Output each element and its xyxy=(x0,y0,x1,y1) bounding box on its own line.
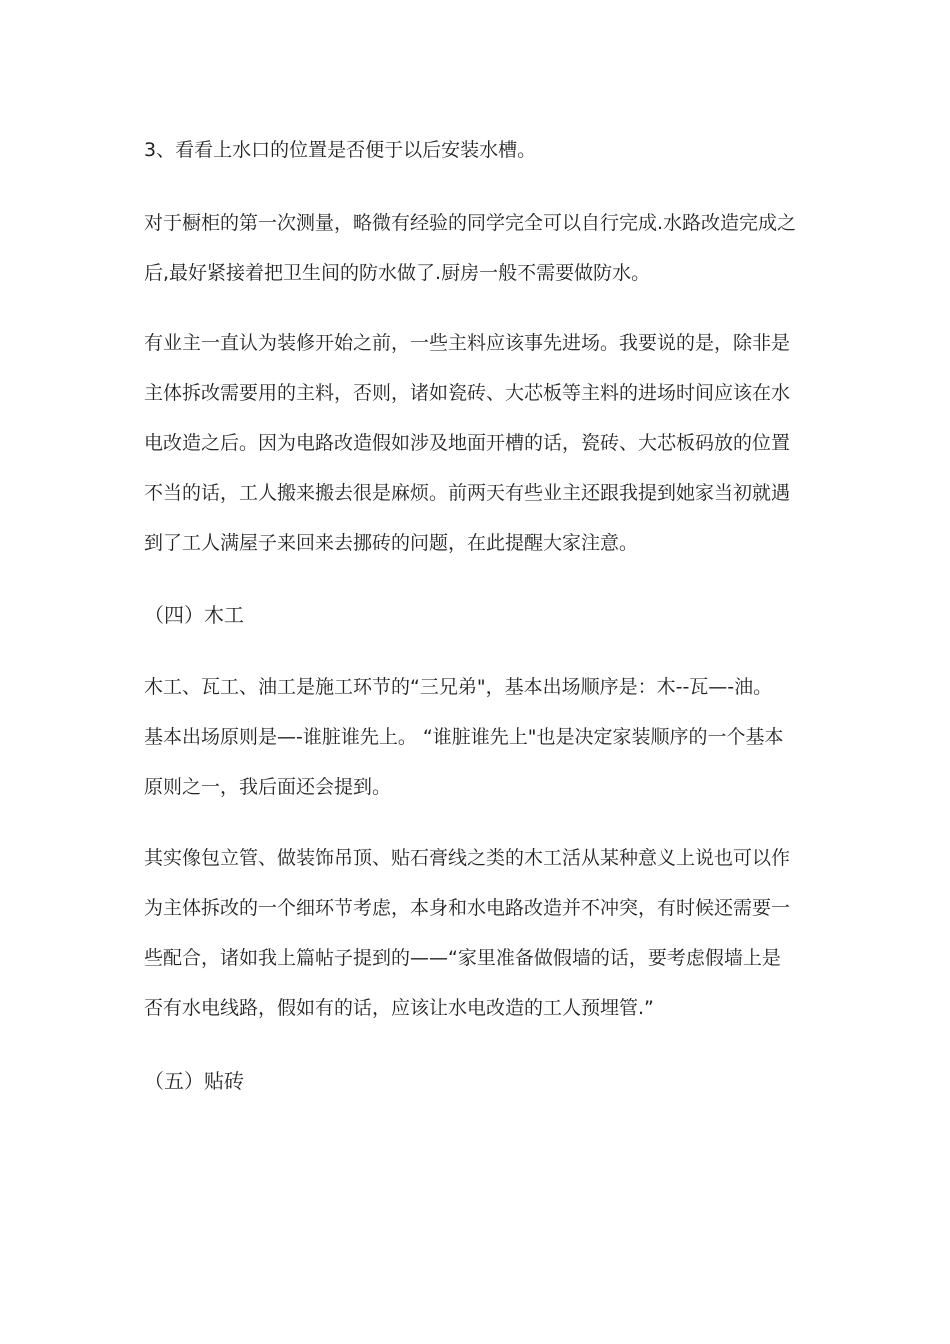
text-line: 些配合，诸如我上篇帖子提到的——“家里准备做假墙的话，要考虑假墙上是 xyxy=(144,947,781,969)
text-line: 后,最好紧接着把卫生间的防水做了.厨房一般不需要做防水。 xyxy=(144,262,651,284)
text-line: 木工、瓦工、油工是施工环节的“三兄弟"，基本出场顺序是：木--瓦—-油。 xyxy=(144,676,773,698)
text-line: 为主体拆改的一个细环节考虑，本身和水电路改造并不冲突，有时候还需要一 xyxy=(144,897,791,919)
text-line: 原则之一，我后面还会提到。 xyxy=(144,776,392,798)
text-line: 基本出场原则是—-谁脏谁先上。 “谁脏谁先上"也是决定家装顺序的一个基本 xyxy=(144,726,784,748)
paragraph-water-inlet xyxy=(144,125,810,175)
text-line: 主体拆改需要用的主料，否则，诸如瓷砖、大芯板等主料的进场时间应该在水 xyxy=(144,382,791,404)
text-line: 电改造之后。因为电路改造假如涉及地面开槽的话，瓷砖、大芯板码放的位置 xyxy=(144,432,791,454)
text-line: 到了工人满屋子来回来去挪砖的问题，在此提醒大家注意。 xyxy=(144,532,639,554)
text-line: 不当的话，工人搬来搬去很是麻烦。前两天有些业主还跟我提到她家当初就遇 xyxy=(144,482,791,504)
text-line: 其实像包立管、做装饰吊顶、贴石膏线之类的木工活从某种意义上说也可以作 xyxy=(144,847,791,869)
text-line: 有业主一直认为装修开始之前，一些主料应该事先进场。我要说的是，除非是 xyxy=(144,332,791,354)
paragraph-three-brothers xyxy=(144,662,810,812)
paragraph-material-entry xyxy=(144,318,810,568)
paragraph-carpentry-details xyxy=(144,833,810,1033)
section-heading-tiling: （五）贴砖 xyxy=(144,1069,244,1093)
text-line: 对于橱柜的第一次测量，略微有经验的同学完全可以自行完成.水路改造完成之 xyxy=(144,212,797,234)
text-line: 3、看看上水口的位置是否便于以后安装水槽。 xyxy=(144,139,537,161)
text-line: 否有水电线路，假如有的话，应该让水电改造的工人预埋管.” xyxy=(144,997,654,1019)
paragraph-cabinet-measure xyxy=(144,198,810,298)
section-heading-carpentry: （四）木工 xyxy=(144,603,244,627)
